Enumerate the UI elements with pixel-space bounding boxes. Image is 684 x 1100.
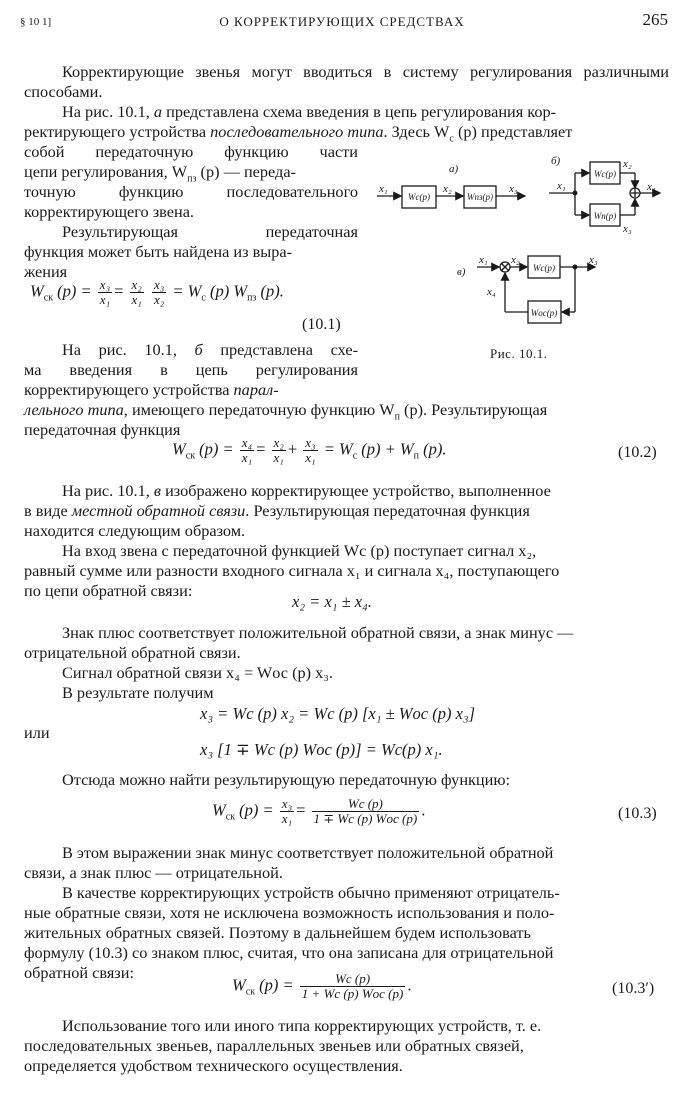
fraction: $\frac{\text{x₃}}{\text{x₂}}$ (153, 277, 165, 307)
running-title: О КОРРЕКТИРУЮЩИХ СРЕДСТВАХ (219, 14, 465, 29)
para2-line5: точную функцию последовательного (24, 182, 358, 201)
fraction: $\frac{\text{x₃}}{\text{x₁}}$ (305, 435, 316, 465)
para12-line1: В качестве корректирующих устройств обычно применяют отрицатель- (62, 883, 560, 902)
para12-line5: обратной связи: (24, 963, 134, 982)
para2-line1: На рис. 10.1, а представлена схема введения в цепь регулирования кор- (62, 102, 557, 121)
fraction: $\frac{\text{x₂}}{\text{x₁}}$ (273, 435, 284, 465)
equation-10-1: $W_{ск}$ (p) = $\frac{\text{x₃}}{\text{x₁}}$ = $\frac{\text{x₂}}{\text{x₁}}$ $\frac{\text{x₃}}{\text{x₂}}$ = $W_с$ (p) $W_{пз}$ (p). (30, 277, 284, 307)
equation-10-3: $W_{ск}$ (p) = $\frac{\text{x₃}}{\text{x₁}}$ = $\frac{Wс (p)}{\text{1 ∓ Wс (p) Wос (p)}}$ . (212, 796, 426, 826)
para12-line3: жительных обратных связей. Поэтому в дальнейшем будем использовать (24, 923, 531, 942)
para13-line3: определяется удобством технического осуществления. (24, 1056, 403, 1075)
block-label-wc-v: Wc(p) (533, 263, 555, 273)
para2-line2: ректирующего устройства последовательного типа. Здесь $W_с$ (p) представляет (24, 122, 573, 145)
para11-line1: В этом выражении знак минус соответствует положительной обратной (62, 843, 554, 862)
para2-line3: собой передаточную функцию части (24, 142, 358, 161)
para12-line2: ные обратные связи, хотя не исключена возможность использования и поло- (24, 903, 555, 922)
fraction: $\frac{Wс (p)}{\text{1 + Wс (p) Wос (p)}}$ (301, 971, 404, 1001)
equation-number-10-1: (10.1) (302, 316, 341, 333)
para2-line4: цепи регулирования, $W_{пз}$ (p) — переда- (24, 162, 296, 185)
word-ili: или (24, 723, 50, 742)
equation-10-2: $W_{ск}$ (p) = $\frac{\text{x₄}}{\text{x₁}}$ = $\frac{\text{x₂}}{\text{x₁}}$ + $\frac{\text{x₃}}{\text{x₁}}$ = $W_с$ $(p) + W_п$ (p). (172, 435, 447, 465)
equation-x3b: x₃ [1 ∓ Wс (p) Wос (p)] = Wс(p) x₁. (200, 740, 443, 759)
label-a: а) (449, 163, 459, 175)
para11-line2: связи, а знак плюс — отрицательной. (24, 863, 283, 882)
para2-line6: корректирующего звена. (24, 202, 194, 221)
para3-line2: функция может быть найдена из выра- (24, 242, 293, 261)
label-a-x1: x₁ (379, 183, 388, 195)
label-b-x4: x₄ (647, 181, 656, 193)
block-label-wp: Wп(p) (593, 211, 617, 221)
para6-line1: На вход звена с передаточной функцией Wс (p) поступает сигнал x₂, (62, 541, 537, 560)
block-label-wc-b: Wc(p) (594, 169, 616, 179)
para7-line2: отрицательной обратной связи. (24, 643, 241, 662)
label-v-x1: x₁ (479, 254, 488, 266)
section-marker: § 10 1] (20, 16, 52, 28)
para4-line3: корректирующего устройства парал- (24, 380, 279, 399)
equation-number-10-3: (10.3) (618, 805, 657, 822)
label-v: в) (457, 266, 466, 278)
block-label-wpz: Wпз(p) (466, 192, 494, 202)
para13-line2: последовательных звеньев, параллельных звеньев или обратных связей, (24, 1036, 524, 1055)
para8: Сигнал обратной связи x₄ = Wос (p) x₃. (62, 663, 334, 682)
equation-number-10-2: (10.2) (618, 444, 657, 461)
label-b-x2: x₂ (623, 158, 632, 170)
label-b-x1: x₁ (557, 180, 566, 192)
para5-line3: находится следующим образом. (24, 521, 246, 540)
para4-line1: На рис. 10.1, б представлена схе- (62, 340, 358, 359)
label-v-x4: x₄ (487, 286, 496, 298)
para4-line2: ма введения в цепь регулирования (24, 360, 358, 379)
label-a-x2: x₂ (443, 183, 452, 195)
figure-10-1 (375, 150, 675, 350)
para4-line5: передаточная функция (24, 420, 181, 439)
equation-10-3-prime: $W_{ск}$ (p) = $\frac{Wс (p)}{\text{1 + Wс (p) Wос (p)}}$ . (232, 971, 412, 1001)
fraction: $\frac{\text{x₃}}{\text{x₁}}$ (99, 277, 111, 307)
para9: В результате получим (62, 683, 214, 702)
fraction: $\frac{\text{x₃}}{\text{x₁}}$ (281, 796, 293, 826)
para5-line1: На рис. 10.1, в изображено корректирующее устройство, выполненное (62, 481, 551, 500)
fraction: $\frac{\text{x₂}}{\text{x₁}}$ (131, 277, 142, 307)
fraction: $\frac{Wс (p)}{\text{1 ∓ Wс (p) Wос (p)}}$ (313, 796, 418, 826)
page-number: 265 (642, 10, 668, 29)
para10: Отсюда можно найти результирующую передаточную функцию: (62, 770, 511, 789)
block-label-woc: Wос(p) (530, 308, 558, 318)
para6-line2: равный сумме или разности входного сигнала x₁ и сигнала x₄, поступающего (24, 561, 560, 580)
equation-number-10-3-prime: (10.3′) (612, 980, 655, 997)
equation-x3: x₃ = Wс (p) x₂ = Wс (p) [x₁ ± Wос (p) x₃] (200, 704, 476, 723)
para13-line1: Использование того или иного типа корректирующих устройств, т. е. (62, 1016, 542, 1035)
block-label-wc-a: Wc(p) (408, 192, 430, 202)
para6-line3: по цепи обратной связи: (24, 581, 193, 600)
para5-line2: в виде местной обратной связи. Результирующая передаточная функция (24, 501, 530, 520)
label-b-x3: x₃ (623, 223, 632, 235)
paragraph-intro: Корректирующие звенья могут вводиться в систему регулирования различными способами. (24, 62, 669, 101)
label-b: б) (551, 155, 561, 167)
label-a-x3: x₃ (509, 183, 518, 195)
para3-line1: Результирующая передаточная (62, 222, 358, 241)
equation-x2: x₂ = x₁ ± x₄. (292, 592, 372, 611)
label-v-x2: x₂ (511, 254, 520, 266)
figure-caption: Рис. 10.1. (490, 346, 548, 361)
label-v-x3: x₃ (589, 254, 598, 266)
para3-line3: жения (24, 262, 68, 281)
para7-line1: Знак плюс соответствует положительной обратной связи, а знак минус — (62, 623, 574, 642)
para12-line4: формулу (10.3) со знаком плюс, считая, что она записана для отрицательной (24, 943, 554, 962)
para4-line4: лельного типа, имеющего передаточную функцию $W_п$ (p). Результирующая (24, 400, 548, 423)
fraction: $\frac{\text{x₄}}{\text{x₁}}$ (241, 435, 253, 465)
block-diagrams (375, 150, 675, 350)
